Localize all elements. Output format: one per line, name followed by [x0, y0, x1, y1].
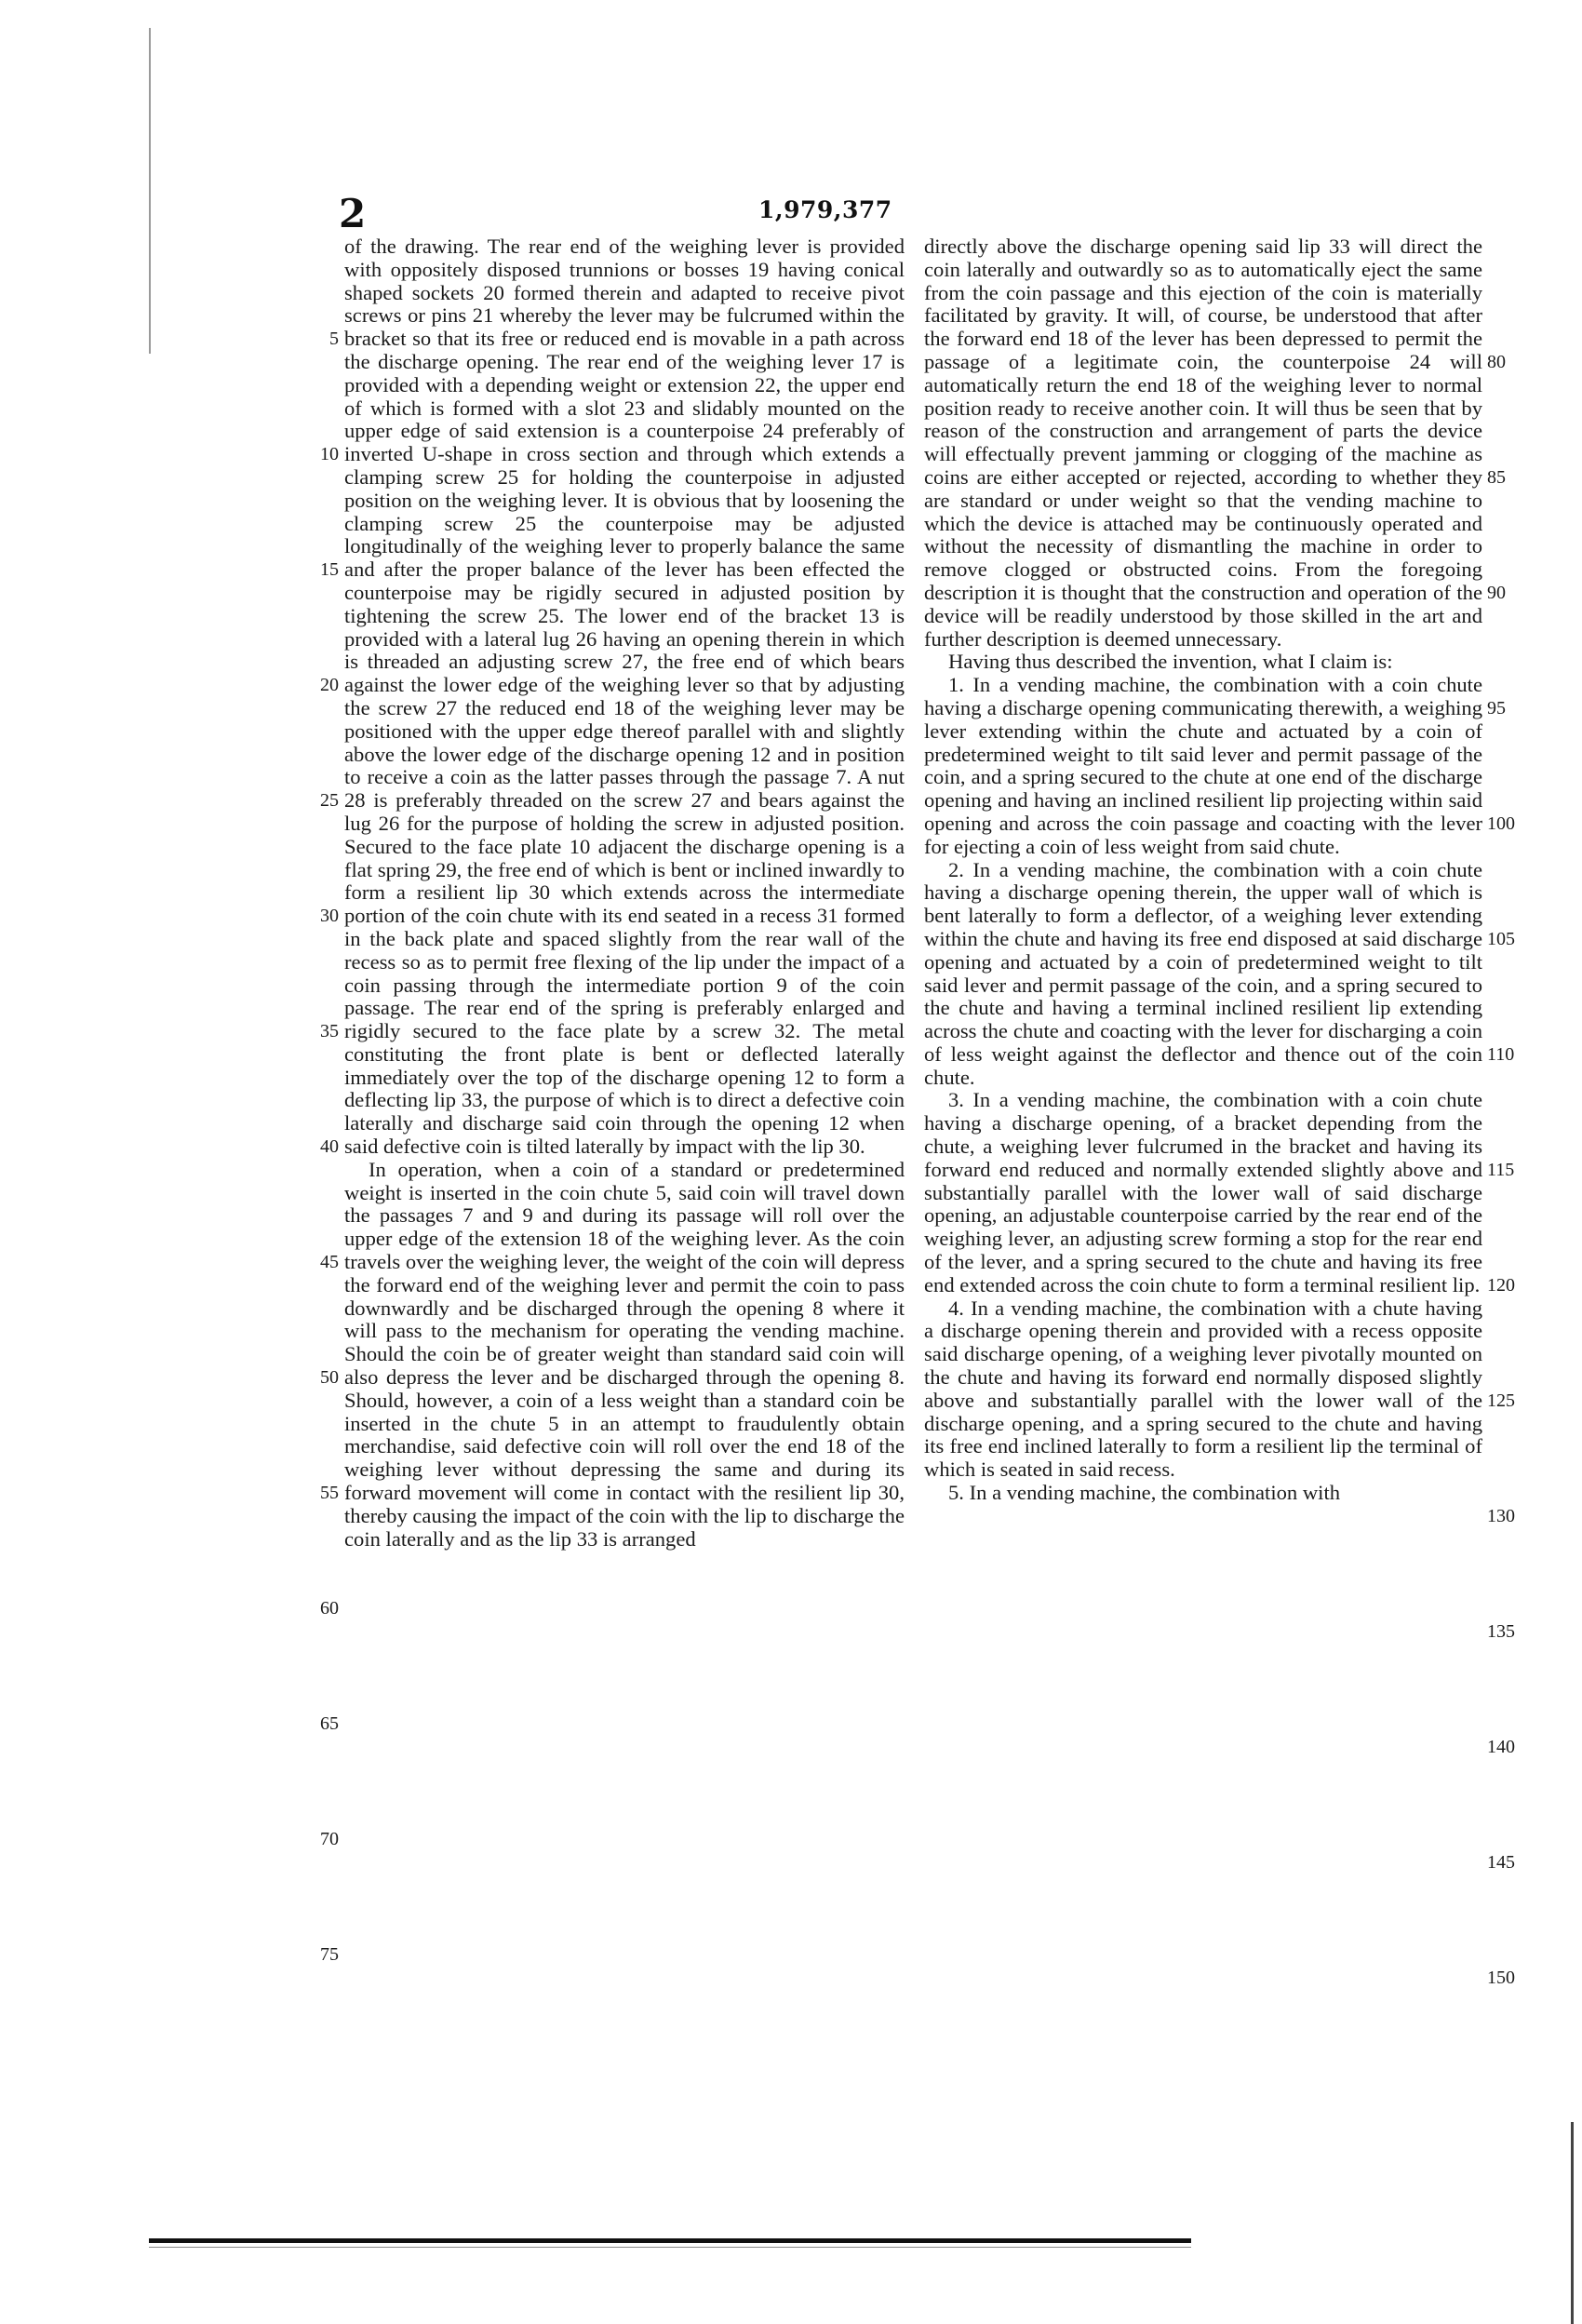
body-paragraph: In operation, when a coin of a standard or predetermined weight is inserted in the coin chute 5, said coin will travel down the passages 7 and 9 and during its passage will roll over the upper edge of the extension 18 of the weighing lever. As the coin travels over the weighing lever, the weight of the coin will depress the forward end of the weighing lever and permit the coin to pass downwardly and be discharged through the opening 8 where it will pass to the mechanism for operating the vending machine. Should the coin be of greater weight than standard said coin will also depress the lever and be discharged through the opening 8. Should, however, a coin of a less weight than a standard coin be inserted in the chute 5 in an attempt to fraudulently obtain merchandise, said defective coin will roll over the end 18 of the weighing lever without depressing the same and during its forward movement will come in contact with the resilient lip 30, thereby causing the impact of the coin with the lip to discharge the coin laterally and as the lip 33 is arranged [344, 1157, 905, 1551]
scan-bottom-rule [149, 2238, 1191, 2243]
left-text-column [344, 235, 905, 1551]
line-number: 15 [320, 559, 339, 580]
page-number: 2 [339, 191, 367, 236]
line-number: 150 [1487, 1968, 1515, 1988]
line-number: 55 [320, 1483, 339, 1503]
scan-bottom-rule-thin [149, 2247, 1191, 2248]
line-number: 70 [320, 1829, 339, 1849]
line-number: 130 [1487, 1506, 1515, 1526]
line-number: 100 [1487, 813, 1515, 834]
line-number: 120 [1487, 1275, 1515, 1296]
line-number: 80 [1487, 352, 1506, 372]
body-paragraph: of the drawing. The rear end of the weighing lever is provided with oppositely disposed trunnions or bosses 19 having conical shaped sockets 20 formed therein and adapted to receive pivot screws or pins 21 whereby the lever may be fulcrumed within the bracket so that its free or reduced end is movable in a path across the discharge opening. The rear end of the weighing lever 17 is provided with a depending weight or extension 22, the upper end of which is formed with a slot 23 and slidably mounted on the upper edge of said extension is a counterpoise 24 preferably of inverted U-shape in cross section and through which extends a clamping screw 25 for holding the counterpoise in adjusted position on the weighing lever. It is obvious that by loosening the clamping screw 25 the counterpoise may be adjusted longitudinally of the weighing lever to properly balance the same and after the proper balance of the lever has been effected the counterpoise may be rigidly secured in adjusted position by tightening the screw 25. The lower end of the bracket 13 is provided with a lateral lug 26 having an opening therein in which is threaded an adjusting screw 27, the free end of which bears against the lower edge of the weighing lever so that by adjusting the screw 27 the reduced end 18 of the weighing lever may be positioned with the upper edge thereof parallel with and slightly above the lower edge of the discharge opening 12 and in position to receive a coin as the latter passes through the passage 7. A nut 28 is preferably threaded on the screw 27 and bears against the lug 26 for the purpose of holding the screw in adjusted position. Secured to the face plate 10 adjacent the discharge opening is a flat spring 29, the free end of which is bent or inclined inwardly to form a resilient lip 30 which extends across the intermediate portion of the coin chute with its end seated in a recess 31 formed in the back plate and spaced slightly from the rear wall of the recess so as to permit free flexing of the lip under the impact of a coin passing through the intermediate portion 9 of the coin passage. The rear end of the spring is preferably enlarged and rigidly secured to the face plate by a screw 32. The metal constituting the front plate is bent or deflected laterally immediately over the top of the discharge opening 12 to form a deflecting lip 33, the purpose of which is to direct a defective coin laterally and discharge said coin through the opening 12 when said defective coin is tilted laterally by impact with the lip 30. [344, 235, 905, 1159]
claim-paragraph: 3. In a vending machine, the combination with a coin chute having a discharge opening, of a bracket depending from the chute, a weighing lever fulcrumed in the bracket and having its forward end reduced and normally extended slightly above and substantially parallel with the lower wall of said discharge opening, an adjustable counterpoise carried by the rear end of the weighing lever, an adjusting screw forming a stop for the rear end of the lever, and a spring secured to the chute and having its free end extended across the coin chute to form a terminal resilient lip. [924, 1088, 1482, 1296]
line-number: 65 [320, 1713, 339, 1734]
line-number: 5 [329, 329, 339, 349]
claims-intro: Having thus described the invention, what I claim is: [948, 650, 1393, 674]
line-number: 30 [320, 906, 339, 926]
line-number: 25 [320, 790, 339, 811]
line-number: 125 [1487, 1390, 1515, 1411]
line-number: 75 [320, 1944, 339, 1965]
patent-number: 1,979,377 [758, 196, 892, 223]
claim-paragraph: 5. In a vending machine, the combination with [948, 1481, 1341, 1505]
line-number: 20 [320, 675, 339, 695]
line-number: 50 [320, 1367, 339, 1388]
line-number: 60 [320, 1598, 339, 1619]
line-number: 85 [1487, 467, 1506, 488]
claim-paragraph: 1. In a vending machine, the combination with a coin chute having a discharge opening communicating therewith, a weighing lever extending within the chute and actuated by a coin of predetermined weight to tilt said lever and permit passage of the coin, and a spring secured to the chute at one end of the discharge opening and having an inclined resilient lip projecting within said opening and across the coin passage and coacting with the lever for ejecting a coin of less weight from said chute. [924, 673, 1482, 858]
line-number: 45 [320, 1252, 339, 1272]
body-paragraph: directly above the discharge opening said lip 33 will direct the coin laterally and outwardly so as to automatically eject the same from the coin passage and this ejection of the coin is materially facilitated by gravity. It will, of course, be understood that after the forward end 18 of the lever has been depressed to permit the passage of a legitimate coin, the counterpoise 24 will automatically return the end 18 of the weighing lever to normal position ready to receive another coin. It will thus be seen that by reason of the construction and arrangement of parts the device will effectually prevent jamming or clogging of the machine as coins are either accepted or rejected, according to whether they are standard or under weight so that the vending machine to which the device is attached may be continuously operated and without the necessity of dismantling the machine in order to remove clogged or obstructed coins. From the foregoing description it is thought that the construction and operation of the device will be readily understood by those skilled in the art and further description is deemed unnecessary. [924, 235, 1482, 651]
right-text-column [924, 235, 1482, 1505]
claim-paragraph: 4. In a vending machine, the combination with a chute having a discharge opening therein and provided with a recess opposite said discharge opening, of a weighing lever pivotally mounted on the chute and having its forward end normally disposed slightly above and substantially parallel with the lower wall of the discharge opening, and a spring secured to the chute and having its free end inclined laterally to form a resilient lip the terminal of which is seated in said recess. [924, 1296, 1482, 1482]
line-number: 105 [1487, 929, 1515, 949]
scan-right-edge [1571, 2122, 1574, 2324]
line-number: 110 [1487, 1044, 1515, 1065]
line-number: 145 [1487, 1852, 1515, 1873]
line-number: 90 [1487, 583, 1506, 603]
line-number: 35 [320, 1021, 339, 1041]
line-number: 40 [320, 1136, 339, 1157]
page-header [0, 191, 1582, 237]
line-number: 135 [1487, 1621, 1515, 1642]
line-number: 115 [1487, 1160, 1515, 1180]
line-number: 95 [1487, 698, 1506, 719]
line-number: 140 [1487, 1737, 1515, 1757]
claim-paragraph: 2. In a vending machine, the combination with a coin chute having a discharge opening therein, the upper wall of which is bent laterally to form a deflector, of a weighing lever extending within the chute and having its free end disposed at said discharge opening and actuated by a coin of predetermined weight to tilt said lever and permit passage of the coin, and a spring secured to the chute and having a terminal inclined resilient lip extending across the chute and coacting with the lever for discharging a coin of less weight against the deflector and thence out of the coin chute. [924, 857, 1482, 1089]
line-number: 10 [320, 444, 339, 464]
